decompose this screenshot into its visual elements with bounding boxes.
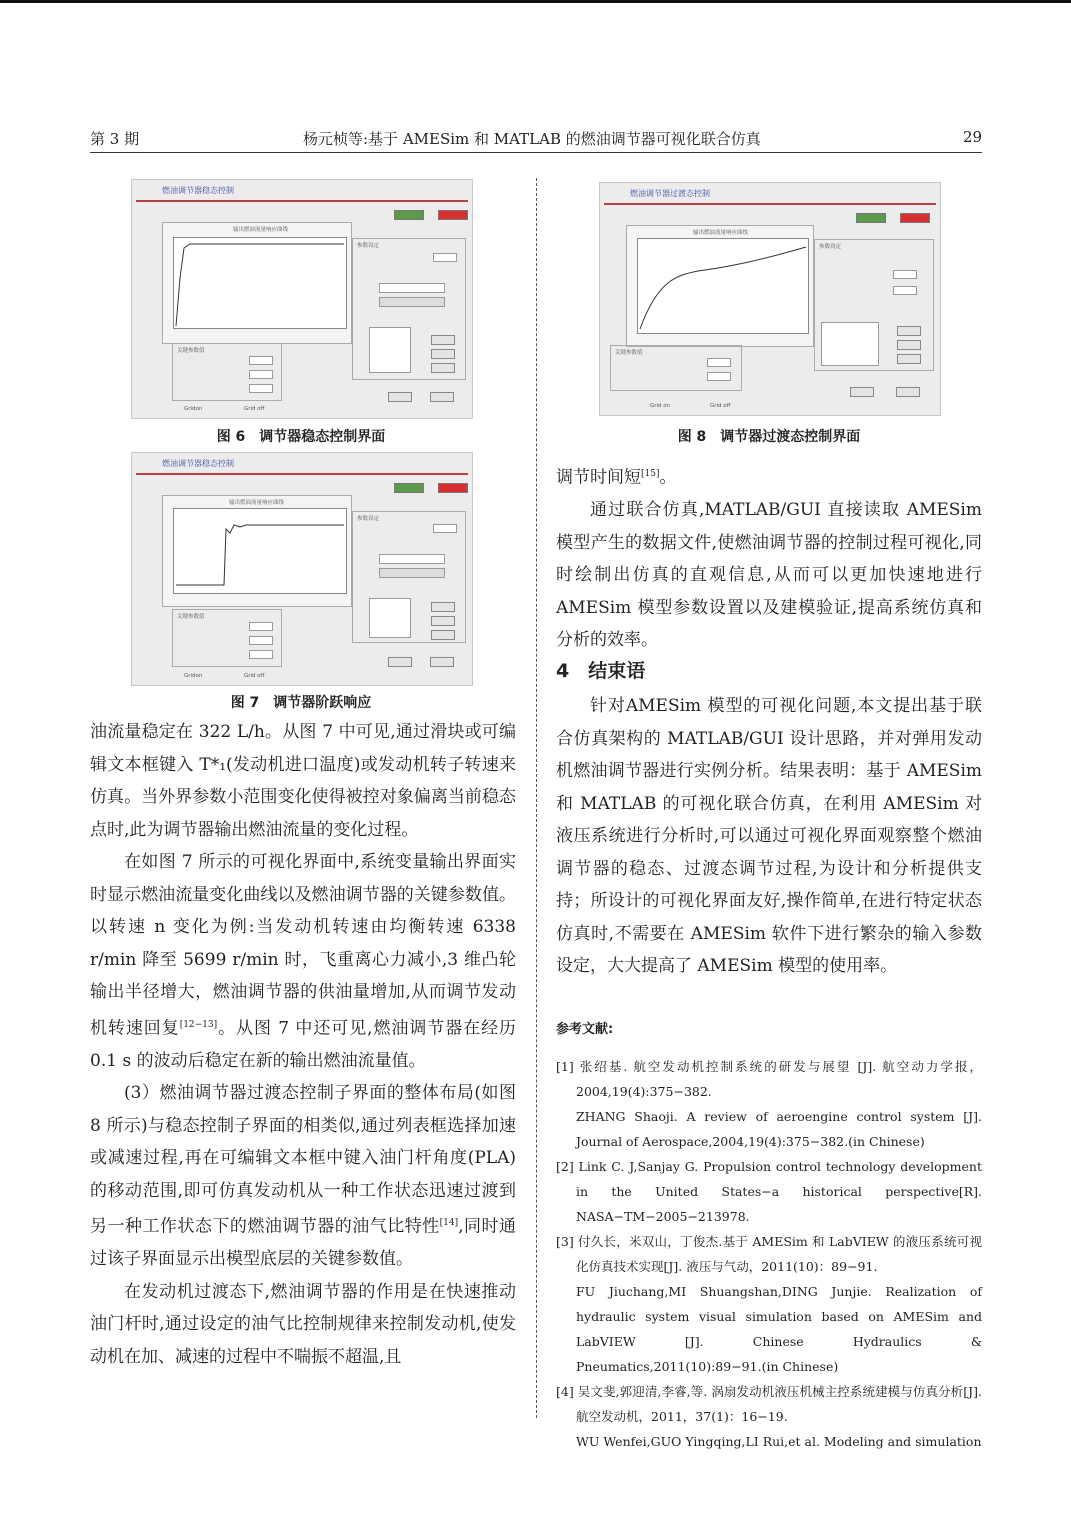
red-button[interactable] xyxy=(438,483,468,493)
grid-on-radio[interactable]: Gridon xyxy=(184,673,203,679)
header-title: 杨元桢等:基于 AMESim 和 MATLAB 的燃油调节器可视化联合仿真 xyxy=(303,130,761,148)
conclusion-text xyxy=(556,690,982,983)
paragraph: 在发动机过渡态下,燃油调节器的作用是在快速推动油门杆时,通过设定的油气比控制规律来控制发动机,使发动机在加、减速的过程中不喘振不超温,且 xyxy=(90,1281,516,1367)
option-button-1[interactable] xyxy=(431,335,455,345)
plot-title: 输出燃油流量响应曲线 xyxy=(693,230,749,236)
params-panel xyxy=(352,511,466,643)
header-rule xyxy=(90,152,982,153)
title-underline xyxy=(604,203,936,205)
reference-entry-en: WU Wenfei,GUO Yingqing,LI Rui,et al. Modeling and simulation xyxy=(576,1434,982,1449)
plot-title: 输出燃油流量响应曲线 xyxy=(233,227,289,233)
option-button-3[interactable] xyxy=(431,630,455,640)
param-field[interactable] xyxy=(433,524,457,533)
top-rule xyxy=(0,0,1071,3)
response-plot xyxy=(173,508,347,594)
references-list xyxy=(556,1054,982,1454)
process-list[interactable] xyxy=(821,322,879,366)
option-button-3[interactable] xyxy=(897,354,921,364)
plot-panel xyxy=(162,495,352,607)
left-column-text xyxy=(90,716,516,1373)
title-underline xyxy=(136,200,468,202)
response-plot xyxy=(637,238,809,334)
plot-panel xyxy=(162,222,352,344)
plot-title: 输出燃油流量响应曲线 xyxy=(229,500,285,506)
params-group-label: 参数设定 xyxy=(357,243,380,249)
key-field-1 xyxy=(707,358,731,367)
paragraph: 通过联合仿真,MATLAB/GUI 直接读取 AMESim 模型产生的数据文件,使燃油调节器的控制过程可视化,同时绘制出仿真的直观信息,从而可以更加快速地进行 AMESim 模型参数设置以及建模验证,提高系统仿真和分析的效率。 xyxy=(556,500,982,651)
step-response-curve xyxy=(174,509,346,593)
response-plot xyxy=(173,237,347,329)
header-issue: 第 3 期 xyxy=(90,130,140,148)
reference-entry-en: ZHANG Shaoji. A review of aeroengine control system [J]. Journal of Aerospace,2004,19(4):375−382.(in Chinese) xyxy=(576,1109,982,1149)
slider-value[interactable] xyxy=(379,554,445,564)
option-button-1[interactable] xyxy=(431,602,455,612)
section-heading: 4 结束语 xyxy=(556,660,646,682)
option-button-2[interactable] xyxy=(431,349,455,359)
pla-start-field[interactable] xyxy=(893,270,917,279)
back-button[interactable] xyxy=(850,387,874,397)
close-button[interactable] xyxy=(430,657,454,667)
figure-6-caption: 图 6 调节器稳态控制界面 xyxy=(216,429,386,445)
reference-entry: [2] Link C. J,Sanjay G. Propulsion control technology development in the United States−a historical perspective[R]. NASA−TM−2005−213978. xyxy=(556,1159,982,1224)
text: ,同时通过该子界面显示出模型底层的关键参数值。 xyxy=(90,1216,517,1270)
grid-on-radio[interactable]: Grid on xyxy=(650,403,671,409)
key-field-3 xyxy=(249,650,273,659)
response-curve xyxy=(174,238,346,328)
grid-on-radio[interactable]: Gridon xyxy=(184,406,203,412)
text: 。 xyxy=(659,467,677,488)
close-button[interactable] xyxy=(430,392,454,402)
params-group-label: 参数设定 xyxy=(357,516,380,522)
header-page: 29 xyxy=(963,128,983,146)
text: 在如图 7 所示的可视化界面中,系统变量输出界面实时显示燃油流量变化曲线以及燃油调节器的关键参数值。以转速 n 变化为例:当发动机转速由均衡转速 6338 r/min 降至 5699 r/min 时，飞重离心力减小,3 维凸轮输出半径增大，燃油调节器的供油量增加,从而调节发动机转速回复 xyxy=(90,852,516,1039)
params-panel xyxy=(814,239,934,371)
param-field[interactable] xyxy=(433,253,457,262)
green-button[interactable] xyxy=(394,483,424,493)
window-title: 燃油调节器稳态控制 xyxy=(162,186,234,195)
key-field-1 xyxy=(249,622,273,631)
slider-value[interactable] xyxy=(379,283,445,293)
back-button[interactable] xyxy=(388,657,412,667)
grid-off-radio[interactable]: Grid off xyxy=(244,406,265,412)
green-button[interactable] xyxy=(394,210,424,220)
figure-6-screenshot xyxy=(131,179,473,419)
key-field-2 xyxy=(249,636,273,645)
option-button-2[interactable] xyxy=(431,616,455,626)
params-panel xyxy=(352,238,466,380)
key-params-label: 关键参数值 xyxy=(177,614,205,620)
option-button-3[interactable] xyxy=(431,363,455,373)
grid-off-radio[interactable]: Grid off xyxy=(244,673,265,679)
back-button[interactable] xyxy=(388,392,412,402)
key-field-3 xyxy=(249,384,273,393)
red-button[interactable] xyxy=(900,213,930,223)
right-column-text xyxy=(556,458,982,657)
params-group-label: 参数设定 xyxy=(819,244,842,250)
column-divider xyxy=(536,178,537,1418)
key-params-panel xyxy=(610,345,742,391)
text: (3）燃油调节器过渡态控制子界面的整体布局(如图 8 所示)与稳态控制子界面的相类似,通过列表框选择加速或减速过程,再在可编辑文本框中键入油门杆角度(PLA)的移动范围,即可仿真发动机从一种工作状态迅速过渡到另一种工作状态下的燃油调节器的油气比特性 xyxy=(90,1083,517,1237)
citation: [15] xyxy=(641,469,660,479)
green-button[interactable] xyxy=(856,213,886,223)
title-underline xyxy=(136,473,468,475)
grid-off-radio[interactable]: Grid off xyxy=(710,403,731,409)
key-params-label: 关键参数值 xyxy=(177,348,205,354)
citation: [12−13] xyxy=(179,1019,218,1030)
references-heading: 参考文献: xyxy=(556,1022,614,1037)
key-params-panel xyxy=(172,343,282,401)
close-button[interactable] xyxy=(896,387,920,397)
reference-entry: [3] 付久长，米双山，丁俊杰.基于 AMESim 和 LabVIEW 的液压系统可视化仿真技术实现[J]. 液压与气动，2011(10)：89−91. xyxy=(556,1234,982,1274)
key-field-2 xyxy=(249,370,273,379)
option-button-2[interactable] xyxy=(897,340,921,350)
option-button-1[interactable] xyxy=(897,326,921,336)
paragraph: 针对AMESim 模型的可视化问题,本文提出基于联合仿真架构的 MATLAB/GUI 设计思路，并对弹用发动机燃油调节器进行实例分析。结果表明：基于 AMESim 和 MATLAB 的可视化联合仿真，在利用 AMESim 对液压系统进行分析时,可以通过可视化界面观察整个燃油调节器的稳态、过渡态调节过程,为设计和分析提供支持；所设计的可视化界面友好,操作简单,在进行特定状态仿真时,不需要在 AMESim 软件下进行繁杂的输入参数设定，大大提高了 AMESim 模型的使用率。 xyxy=(556,696,982,976)
key-params-label: 关键参数值 xyxy=(615,350,643,356)
window-title: 燃油调节器稳态控制 xyxy=(162,459,234,468)
figure-8-screenshot xyxy=(599,182,941,416)
figure-8-caption: 图 8 调节器过渡态控制界面 xyxy=(677,429,861,445)
key-field-1 xyxy=(249,356,273,365)
red-button[interactable] xyxy=(438,210,468,220)
slider[interactable] xyxy=(379,297,445,307)
slider[interactable] xyxy=(379,568,445,578)
paragraph: 油流量稳定在 322 L/h。从图 7 中可见,通过滑块或可编辑文本框键入 T*₁(发动机进口温度)或发动机转子转速来仿真。当外界参数小范围变化使得被控对象偏离当前稳态点时,此为调节器输出燃油流量的变化过程。 xyxy=(90,722,516,840)
reference-entry-en: FU Jiuchang,MI Shuangshan,DING Junjie. Realization of hydraulic system visual simulation based on AMESim and LabVIEW [J]. Chinese Hydraulics & Pneumatics,2011(10):89−91.(in Chinese) xyxy=(576,1284,982,1374)
reference-entry: [1] 张绍基. 航空发动机控制系统的研发与展望 [J]. 航空动力学报，2004,19(4):375−382. xyxy=(556,1059,982,1099)
text: 。从图 7 中还可见,燃油调节器在经历 0.1 s 的波动后稳定在新的输出燃油流量值。 xyxy=(90,1018,517,1071)
paragraph xyxy=(90,846,516,1077)
text: 调节时间短 xyxy=(556,467,641,488)
paragraph xyxy=(556,458,982,494)
reference-entry: [4] 吴文斐,郭迎清,李睿,等. 涡扇发动机液压机械主控系统建模与仿真分析[J]. 航空发动机，2011，37(1)：16−19. xyxy=(556,1384,982,1424)
citation: [14] xyxy=(439,1218,459,1229)
plot-panel xyxy=(626,225,814,347)
process-list[interactable] xyxy=(369,327,411,373)
window-title: 燃油调节器过渡态控制 xyxy=(630,189,710,198)
process-list[interactable] xyxy=(369,598,411,638)
key-field-2 xyxy=(707,372,731,381)
paragraph xyxy=(90,1077,516,1276)
transition-curve xyxy=(638,239,808,333)
figure-7-caption: 图 7 调节器阶跃响应 xyxy=(230,695,372,711)
pla-end-field[interactable] xyxy=(893,286,917,295)
key-params-panel xyxy=(172,609,282,667)
figure-7-screenshot xyxy=(131,452,473,686)
